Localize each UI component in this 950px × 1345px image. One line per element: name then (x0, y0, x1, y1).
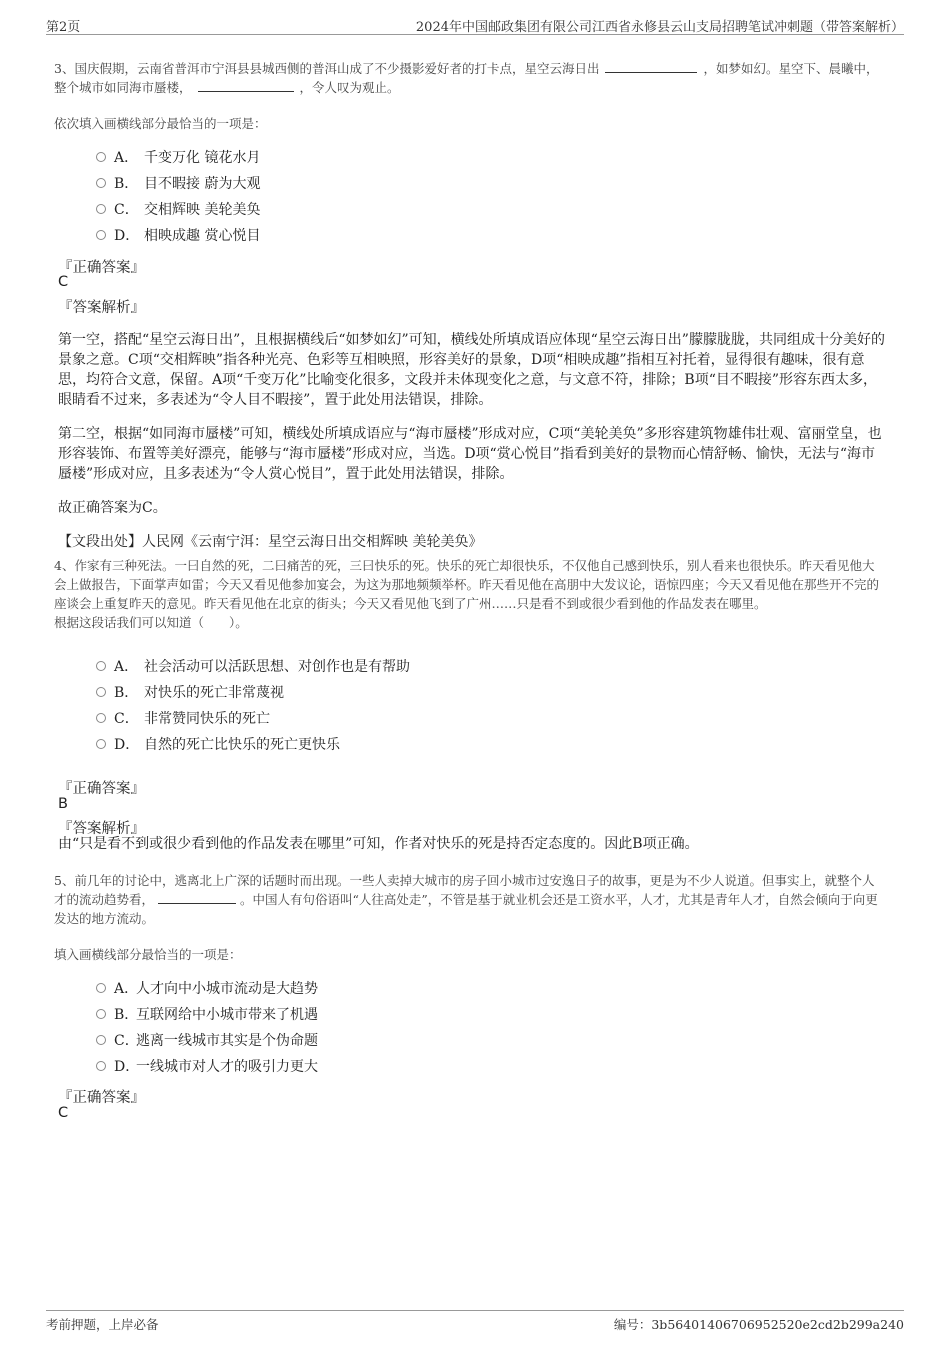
option-a[interactable] (96, 654, 410, 680)
option-d[interactable] (96, 1054, 318, 1080)
question-4-options (96, 654, 410, 758)
radio-icon[interactable] (96, 739, 106, 749)
page-number: 第2页 (46, 20, 81, 35)
correct-answer-label: 『正确答案』 (58, 781, 145, 797)
blank-line (158, 891, 236, 904)
radio-icon[interactable] (96, 983, 106, 993)
question-5-text-b: 。中国人有句俗语叫“人往高处走”，不管是基于就业机会还是工资水平，人才，尤其是青年人才，自然会倾向于向更发达的地方流动。 (54, 892, 878, 926)
question-3-stem (54, 59, 884, 97)
option-text: 非常赞同快乐的死亡 (144, 711, 270, 727)
correct-answer-label: 『正确答案』 (58, 260, 145, 276)
correct-answer-value: B (58, 796, 68, 812)
option-text: 互联网给中小城市带来了机遇 (136, 1007, 318, 1023)
analysis-paragraph: 第一空，搭配“星空云海日出”，且根据横线后“如梦如幻”可知，横线处所填成语应体现“星空云海日出”朦朦胧胧，共同组成十分美好的景象之意。C项“交相辉映”指各种光亮、色彩等互相映照，形容美好的景象，D项“相映成趣”指相互衬托着，显得很有趣味，很有意思，均符合文意，保留。A项“千变万化”比喻变化很多，文段并未体现变化之意，与文意不符，排除；B项“目不暇接”形容东西太多，眼睛看不过来，多表述为“令人目不暇接”，置于此处用法错误，排除。 (58, 332, 885, 408)
page-footer (46, 1310, 904, 1333)
option-text: 社会活动可以活跃思想、对创作也是有帮助 (144, 659, 410, 675)
radio-icon[interactable] (96, 1035, 106, 1045)
option-letter: C． (114, 1033, 139, 1049)
question-4-ask: 根据这段话我们可以知道（ ）。 (54, 615, 248, 630)
option-letter: B． (114, 176, 139, 192)
question-3-text-a: 3、国庆假期，云南省普洱市宁洱县县城西侧的普洱山成了不少摄影爱好者的打卡点，星空云海日出 (54, 61, 600, 76)
analysis-text: 由“只是看不到或很少看到他的作品发表在哪里”可知，作者对快乐的死是持否定态度的。因此B项正确。 (58, 836, 699, 852)
option-letter: A． (114, 150, 139, 166)
analysis-text (58, 330, 886, 552)
source-citation: 【文段出处】人民网《云南宁洱：星空云海日出交相辉映 美轮美奂》 (58, 534, 483, 550)
question-3-options (96, 145, 260, 249)
option-c[interactable] (96, 1028, 318, 1054)
radio-icon[interactable] (96, 204, 106, 214)
option-text: 千变万化 镜花水月 (144, 150, 261, 166)
radio-icon[interactable] (96, 178, 106, 188)
option-letter: B． (114, 685, 139, 701)
question-3-ask: 依次填入画横线部分最恰当的一项是： (54, 116, 267, 131)
option-letter: D． (114, 737, 140, 753)
question-5-stem (54, 871, 884, 928)
option-text: 逃离一线城市其实是个伪命题 (136, 1033, 318, 1049)
option-c[interactable] (96, 706, 410, 732)
radio-icon[interactable] (96, 1009, 106, 1019)
footer-slogan: 考前押题，上岸必备 (46, 1317, 159, 1332)
analysis-conclusion: 故正确答案为C。 (58, 500, 167, 516)
option-text: 一线城市对人才的吸引力更大 (136, 1059, 318, 1075)
correct-answer-value: C (58, 1105, 69, 1121)
correct-answer-label: 『正确答案』 (58, 1090, 145, 1106)
option-d[interactable] (96, 732, 410, 758)
document-title: 2024年中国邮政集团有限公司江西省永修县云山支局招聘笔试冲刺题（带答案解析） (415, 20, 904, 35)
radio-icon[interactable] (96, 230, 106, 240)
option-text: 对快乐的死亡非常蔑视 (144, 685, 284, 701)
analysis-label: 『答案解析』 (58, 300, 145, 316)
option-text: 交相辉映 美轮美奂 (144, 202, 261, 218)
document-id: 编号：3b56401406706952520e2cd2b299a240 (613, 1317, 904, 1332)
radio-icon[interactable] (96, 687, 106, 697)
page-header (46, 14, 904, 35)
option-a[interactable] (96, 976, 318, 1002)
radio-icon[interactable] (96, 713, 106, 723)
blank-line (198, 79, 294, 92)
option-b[interactable] (96, 171, 260, 197)
radio-icon[interactable] (96, 152, 106, 162)
correct-answer-value: C (58, 274, 69, 290)
option-d[interactable] (96, 223, 260, 249)
option-letter: D． (114, 228, 140, 244)
option-c[interactable] (96, 197, 260, 223)
option-letter: D． (114, 1059, 140, 1075)
option-text: 自然的死亡比快乐的死亡更快乐 (144, 737, 340, 753)
question-3-text-b: ，如梦如幻。星空下、晨曦中，整个城市如同海市蜃楼， (54, 61, 879, 95)
analysis-label: 『答案解析』 (58, 821, 145, 837)
analysis-paragraph: 第二空，根据“如同海市蜃楼”可知，横线处所填成语应与“海市蜃楼”形成对应，C项“美轮美奂”多形容建筑物雄伟壮观、富丽堂皇，也形容装饰、布置等美好漂亮，能够与“海市蜃楼”形成对应，当选。D项“赏心悦目”指看到美好的景物而心情舒畅、愉快，无法与“海市蜃楼”形成对应，且多表述为“令人赏心悦目”，置于此处用法错误，排除。 (58, 426, 882, 482)
option-letter: C． (114, 202, 139, 218)
radio-icon[interactable] (96, 661, 106, 671)
option-text: 相映成趣 赏心悦目 (144, 228, 261, 244)
question-3-text-c: ，令人叹为观止。 (299, 80, 400, 95)
option-b[interactable] (96, 1002, 318, 1028)
option-letter: C． (114, 711, 139, 727)
blank-line (605, 60, 697, 73)
question-5-options (96, 976, 318, 1080)
option-a[interactable] (96, 145, 260, 171)
option-letter: B． (114, 1007, 139, 1023)
question-4-stem: 4、作家有三种死法。一曰自然的死，二曰痛苦的死，三曰快乐的死。快乐的死亡却很快乐，不仅他自己感到快乐，别人看来也很快乐。昨天看见他大会上做报告，下面掌声如雷；今天又看见他参加宴会，为这为那地频频举杯。昨天看见他在高朋中大发议论，语惊四座；今天又看见他在那些开不完的座谈会上重复昨天的意见。昨天看见他在北京的街头；今天又看见他飞到了广州……只是看不到或很少看到他的作品发表在哪里。 根据这段话我们可以知道（ ）。 (54, 556, 884, 632)
option-letter: A． (114, 981, 139, 997)
option-letter: A． (114, 659, 139, 675)
option-b[interactable] (96, 680, 410, 706)
question-5-text-a: 5、前几年的讨论中，逃离北上广深的话题时而出现。一些人卖掉大城市的房子回小城市过安逸日子的故事，更是为不少人说道。但事实上，就整个人才的流动趋势看， (54, 873, 875, 907)
radio-icon[interactable] (96, 1061, 106, 1071)
question-5-ask: 填入画横线部分最恰当的一项是： (54, 947, 242, 962)
option-text: 人才向中小城市流动是大趋势 (136, 981, 318, 997)
option-text: 目不暇接 蔚为大观 (144, 176, 261, 192)
